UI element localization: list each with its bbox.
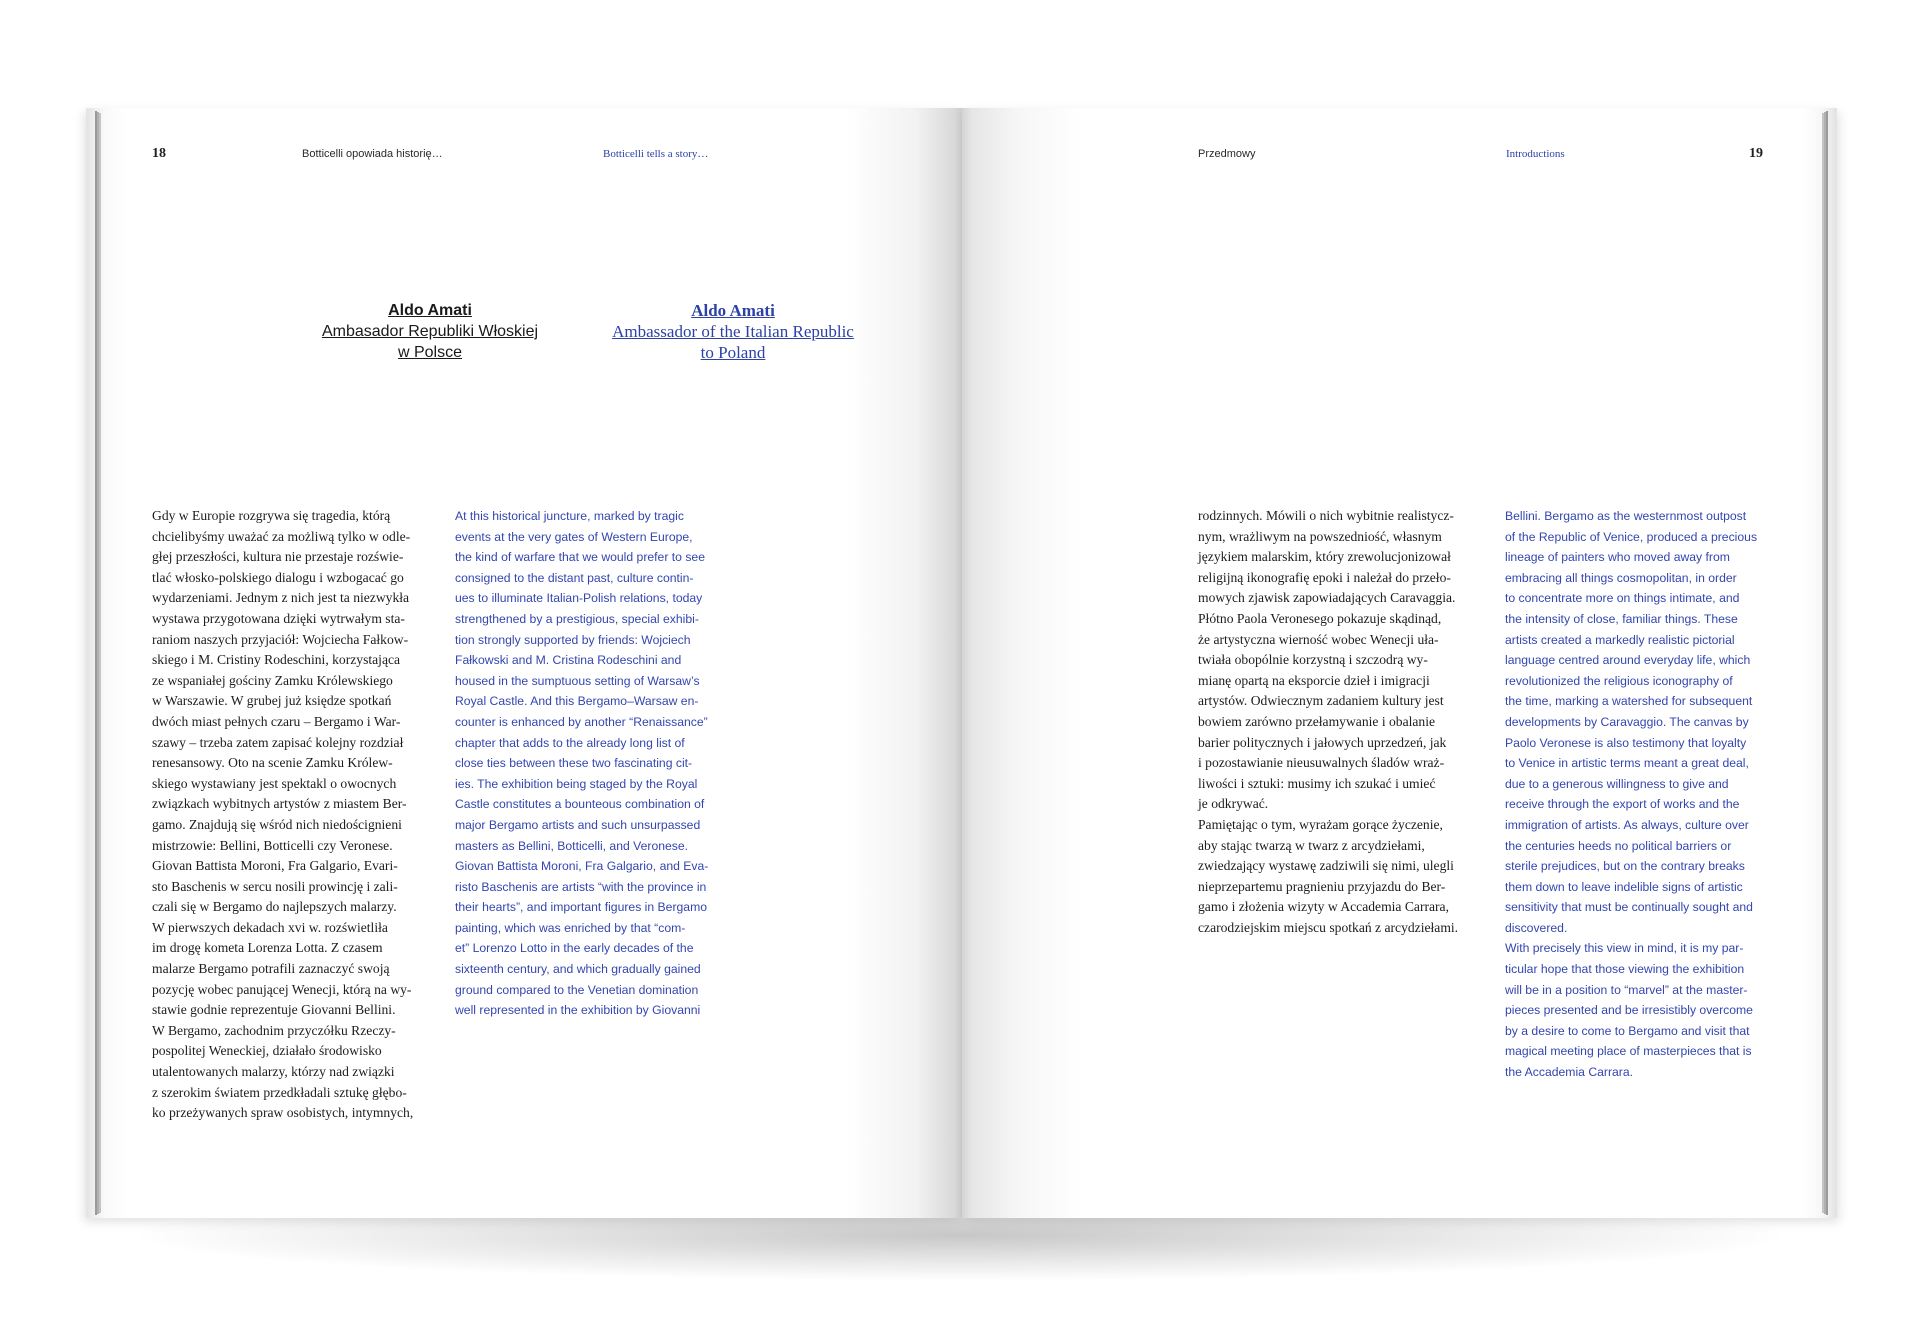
running-head-english-left: Botticelli tells a story… — [603, 148, 709, 160]
body-text-english-right: Bellini. Bergamo as the westernmost outpost of the Republic of Venice, produced a precious lineage of painters who moved away from embracing all things cosmopolitan, in order to concentrate more on things intimate, and the intensity of close, familiar things. These artists created a markedly realistic pictorial language centred around everyday life, which revolutionized the religious iconography of the time, marking a watershed for subsequent developments by Caravaggio. The canvas by Paolo Veronese is also testimony that loyalty to Venice in artistic terms meant a great deal, due to a generous willingness to give and receive through the export of works and the immigration of artists. As always, culture over the centuries heeds no political barriers or sterile prejudices, but on the contrary breaks them down to leave indelible signs of artistic sensitivity that must be continually sought and discovered. With precisely this view in mind, it is my par- ticular hope that those viewing the exhibition will be in a position to “marvel” at the master- pieces presented and be irresistibly overcome by a desire to come to Bergamo and visit that magical meeting place of masterpieces that is the Accademia Carrara. — [1505, 509, 1758, 1080]
body-text-english-left: At this historical juncture, marked by tragic events at the very gates of Western Europe, the kind of warfare that we would prefer to see consigned to the distant past, culture contin- ues to illuminate Italian-Polish relations, today strengthened by a prestigious, special exhibi- tion strongly supported by friends: Wojciech Fałkowski and M. Cristina Rodeschini and housed in the sumptuous setting of Warsaw’s Royal Castle. And this Bergamo–Warsaw en- counter is enhanced by another “Renaissance” chapter that adds to the already long list of close ties between these two fascinating cit- ies. The exhibition being staged by the Royal Castle constitutes a bounteous combination of major Bergamo artists and such unsurpassed masters as Bellini, Botticelli, and Veronese. Giovan Battista Moroni, Fra Galgario, and Eva- risto Baschenis are artists “with the province in their hearts”, and important figures in Bergamo painting, which was enriched by that “com- et” Lorenzo Lotto in the early decades of the sixteenth century, and which gradually gained ground compared to the Venetian domination well represented in the exhibition by Giovanni — [455, 509, 709, 1018]
left-page-edges — [86, 110, 95, 1216]
page-number-right: 19 — [1749, 146, 1763, 161]
author-block-polish — [300, 300, 560, 363]
author-role-english: Ambassador of the Italian Republic to Poland — [612, 322, 854, 362]
running-head-polish-right: Przedmowy — [1198, 148, 1256, 160]
author-role-polish: Ambasador Republiki Włoskiej w Polsce — [321, 323, 539, 361]
right-page — [962, 108, 1837, 1218]
body-text-polish-left: Gdy w Europie rozgrywa się tragedia, którą chcielibyśmy uważać za możliwą tylko w odle- głej przeszłości, kultura nie przestaje rozświe- tlać włosko-polskiego dialogu i wzbogacać go wydarzeniami. Jednym z nich jest ta niezwykła wystawa przygotowana dzięki wytrwałym sta- raniom naszych przyjaciół: Wojciecha Fałkow- skiego i M. Cristiny Rodeschini, korzystająca ze wspaniałej gościny Zamku Królewskiego w Warszawie. W grubej już księdze spotkań dwóch miast pełnych czaru – Bergamo i War- szawy – trzeba zatem zapisać kolejny rozdział renesansowy. Oto na scenie Zamku Królew- skiego wystawiany jest spektakl o owocnych związkach wybitnych artystów z miastem Ber- gamo. Znajdują się wśród nich niedoścignieni mistrzowie: Bellini, Botticelli czy Veronese. Giovan Battista Moroni, Fra Galgario, Evari- sto Baschenis w sercu nosili prowincję i zali- czali się w Bergamo do najlepszych malarzy. W pierwszych dekadach xvi w. rozświetliła im drogę kometa Lorenza Lotta. Z czasem malarze Bergamo potrafili zaznaczyć swoją pozycję wobec panującej Wenecji, którą na wy- stawie godnie reprezentuje Giovanni Bellini. W Bergamo, zachodnim przyczółku Rzeczy- pospolitej Weneckiej, działało środowisko utalentowanych malarzy, którzy nad związki z szerokim światem przedkładali sztukę głębo- ko przeżywanych spraw osobistych, intymnych, — [152, 508, 414, 1121]
page-number-left: 18 — [152, 146, 166, 161]
author-block-english — [583, 300, 883, 363]
body-text-polish-right: rodzinnych. Mówili o nich wybitnie realistycz- nym, wrażliwym na powszedniość, własnym językiem malarskim, który zrewolucjonizował religijną ikonografię epoki i należał do przeło- mowych zjawisk zapowiadających Caravaggia. Płótno Paola Veronesego pokazuje skądinąd, że artystyczna wierność wobec Wenecji uła- twiała obopólnie korzystną i szczodrą wy- mianę opartą na eksporcie dzieł i imigracji artystów. Odwiecznym zadaniem kultury jest bowiem zarówno przełamywanie i obalanie barier politycznych i jałowych uprzedzeń, jak i pozostawianie nieusuwalnych śladów wraż- liwości i sztuki: musimy ich szukać i umieć je odkrywać. Pamiętając o tym, wyrażam gorące życzenie, aby stając twarzą w twarz z arcydziełami, zwiedzający wystawę zadziwili się nimi, ulegli nieprzepartemu pragnieniu przyjazdu do Ber- gamo i złożenia wizyty w Accademia Carrara, czarodziejskim miejscu spotkań z arcydziełami. — [1198, 508, 1459, 935]
author-name-polish: Aldo Amati — [388, 302, 472, 319]
running-head-english-right: Introductions — [1506, 148, 1565, 160]
right-page-edges — [1828, 110, 1837, 1216]
author-name-english: Aldo Amati — [691, 301, 775, 320]
left-page — [86, 108, 962, 1218]
open-book — [86, 108, 1837, 1218]
running-head-polish-left: Botticelli opowiada historię… — [302, 148, 443, 160]
